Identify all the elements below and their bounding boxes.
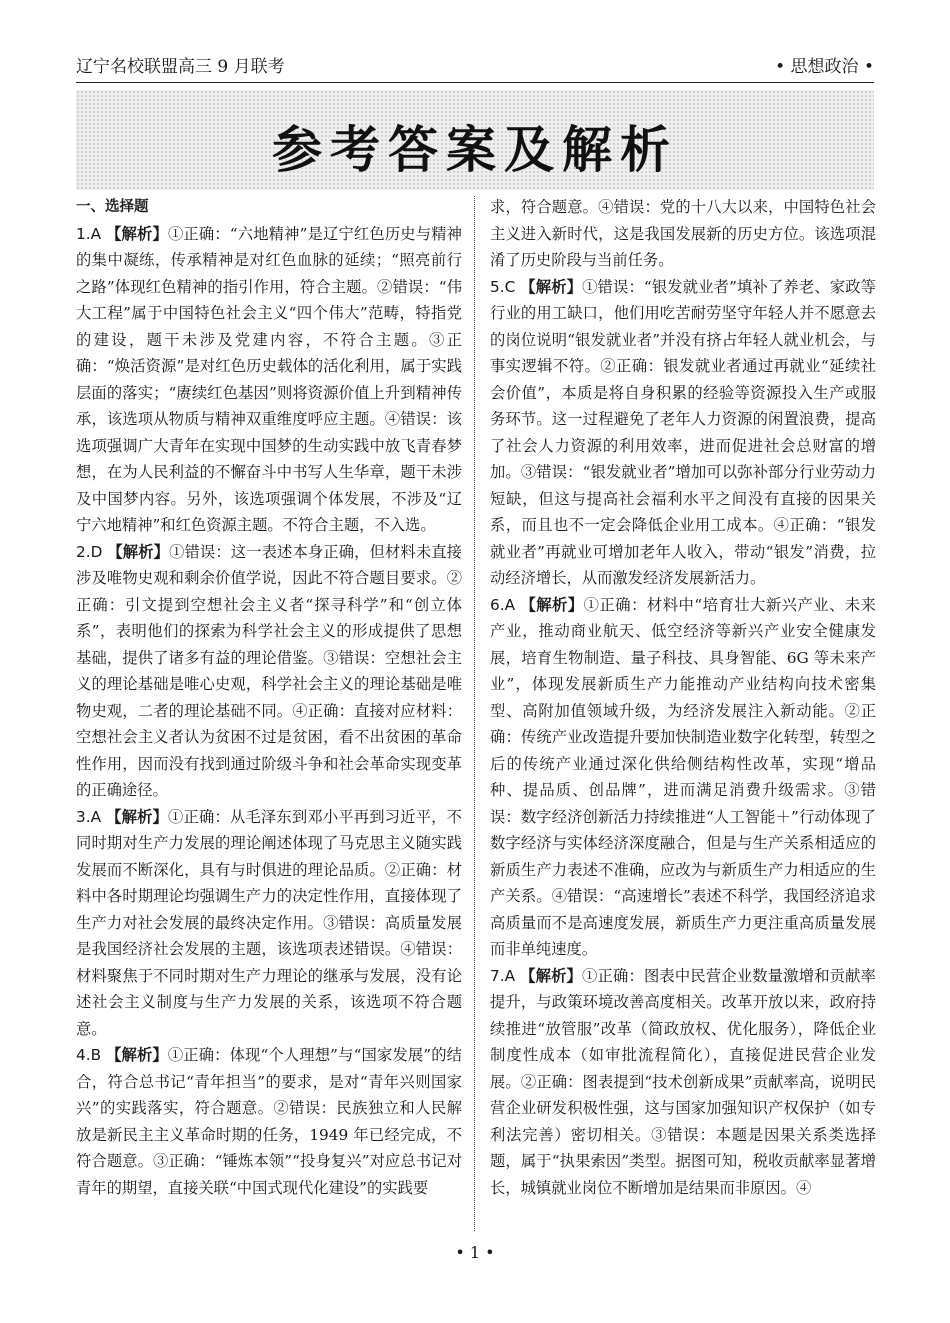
question-4-continuation: 求，符合题意。④错误：党的十八大以来，中国特色社会主义进入新时代，这是我国发展新的历史方位。该选项混淆了历史阶段与当前任务。 [490, 198, 876, 269]
analysis-tag: 【解析】 [520, 277, 583, 296]
analysis-text: ①正确：图表中民营企业数量激增和贡献率提升，与政策环境改善高度相关。改革开放以来，政府持续推进“放管服”改革（简政放权、优化服务），降低企业制度性成本（如审批流程简化），直接促进民营企业发展。②正确：图表提到“技术创新成果”贡献率高，说明民营企业研发积极性强，这与国家加强知识产权保护（如专利法完善）密切相关。③错误：本题是因果关系类选择题，属于“执果索因”类型。据图可知，税收贡献率显著增长，城镇就业岗位不断增加是结果而非原因。④ [490, 966, 876, 1197]
analysis-tag: 【解析】 [106, 807, 169, 826]
analysis-text: ①正确：“六地精神”是辽宁红色历史与精神的集中凝练，传承精神是对红色血脉的延续；“照亮前行之路”体现红色精神的指引作用，符合主题。②错误：“伟大工程”属于中国特色社会主义“四个伟大”范畴，特指党的建设，题干未涉及党建内容，不符合主题。③正确：“焕活资源”是对红色历史载体的活化利用，属于实践层面的落实；“赓续红色基因”则将资源价值上升到精神传承，该选项从物质与精神双重维度呼应主题。④错误：该选项强调广大青年在实现中国梦的生动实践中放飞青春梦想，在为人民利益的不懈奋斗中书写人生华章，题干未涉及中国梦内容。另外，该选项强调个体发展，不涉及“辽宁六地精神”和红色资源主题。不符合主题，不入选。 [76, 224, 462, 534]
section-title: 一、选择题 [76, 199, 149, 215]
question-6-answer [490, 592, 876, 963]
question-number: 5.C [490, 277, 516, 296]
subject-label: • 思想政治 • [775, 57, 874, 77]
question-number: 1.A [76, 224, 102, 243]
page-title: 参考答案及解析 [272, 121, 678, 179]
analysis-text: ①错误：这一表述本身正确，但材料未直接涉及唯物史观和剩余价值学说，因此不符合题目要求。②正确：引文提到空想社会主义者“探寻科学”和“创立体系”，表明他们的探索为科学社会主义的形成提供了思想基础，提供了诸多有益的理论借鉴。③错误：空想社会主义的理论基础是唯心史观，科学社会主义的理论基础是唯物史观，二者的理论基础不同。④正确：直接对应材料：空想社会主义者认为贫困不过是贫困，看不出贫困的革命性作用，因而没有找到通过阶级斗争和社会革命实现变革的正确途径。 [76, 542, 462, 799]
left-column [76, 194, 462, 1201]
question-2-answer [76, 539, 462, 804]
page-number: • 1 • [455, 1243, 495, 1262]
column-divider [474, 196, 475, 1231]
analysis-tag: 【解析】 [520, 966, 583, 985]
analysis-text: ①正确：材料中“培育壮大新兴产业、未来产业，推动商业航天、低空经济等新兴产业安全健康发展，培育生物制造、量子科技、具身智能、6G 等未来产业”，体现发展新质生产力能推动产业结构向技术密集型、高附加值领域升级，为经济发展注入新动能。②正确：传统产业改造提升要加快制造业数字化转型，转型之后的传统产业通过深化供给侧结构性改革，实现“增品种、提品质、创品牌”，进而满足消费升级需求。③错误：数字经济创新活力持续推进“人工智能＋”行动体现了数字经济与实体经济深度融合，但是与生产关系相适应的新质生产力表述不准确，应改为与新质生产力相适应的生产关系。④错误：“高速增长”表述不科学，我国经济追求高质量而不是高速度发展，新质生产力更注重高质量发展而非单纯速度。 [490, 595, 876, 958]
exam-title: 辽宁名校联盟高三 9 月联考 [76, 57, 285, 77]
analysis-tag: 【解析】 [107, 542, 170, 561]
title-banner [76, 90, 874, 190]
question-number: 2.D [76, 542, 103, 561]
analysis-text: ①正确：从毛泽东到邓小平再到习近平，不同时期对生产力发展的理论阐述体现了马克思主义随实践发展而不断深化，具有与时俱进的理论品质。②正确：材料中各时期理论均强调生产力的决定性作用，直接体现了生产力对社会发展的最终决定作用。③错误：高质量发展是我国经济社会发展的主题，该选项表述错误。④错误：材料聚焦于不同时期对生产力理论的继承与发展，没有论述社会主义制度与生产力发展的关系，该选项不符合题意。 [76, 807, 462, 1038]
question-1-answer [76, 221, 462, 539]
right-column [490, 194, 876, 1201]
question-5-answer [490, 274, 876, 592]
analysis-text: ①正确：体现“个人理想”与“国家发展”的结合，符合总书记“青年担当”的要求，是对“青年兴则国家兴”的实践落实，符合题意。②错误：民族独立和人民解放是新民主主义革命时期的任务，1949 年已经完成，不符合题意。③正确：“锤炼本领”“投身复兴”对应总书记对青年的期望，直接关联“中国式现代化建设”的实践要 [76, 1046, 462, 1197]
analysis-tag: 【解析】 [520, 595, 584, 614]
question-4-answer [76, 1042, 462, 1201]
question-number: 4.B [76, 1046, 102, 1064]
question-3-answer [76, 804, 462, 1043]
question-7-answer [490, 963, 876, 1202]
question-number: 6.A [490, 595, 516, 614]
analysis-tag: 【解析】 [106, 1046, 168, 1064]
question-number: 3.A [76, 807, 102, 826]
analysis-tag: 【解析】 [106, 224, 168, 243]
question-number: 7.A [490, 966, 516, 985]
page-header [76, 56, 874, 83]
analysis-text: ①错误：“银发就业者”填补了养老、家政等行业的用工缺口，他们用吃苦耐劳坚守年轻人并不愿意去的岗位说明“银发就业者”并没有挤占年轻人就业机会，与事实逻辑不符。②正确：银发就业者通过再就业“延续社会价值”，本质是将自身积累的经验等资源投入生产或服务环节。这一过程避免了老年人力资源的闲置浪费，提高了社会人力资源的利用效率，进而促进社会总财富的增加。③错误：“银发就业者”增加可以弥补部分行业劳动力短缺，但这与提高社会福利水平之间没有直接的因果关系，而且也不一定会降低企业用工成本。④正确：“银发就业者”再就业可增加老年人收入，带动“银发”消费，拉动经济增长，从而激发经济发展新活力。 [490, 277, 876, 587]
